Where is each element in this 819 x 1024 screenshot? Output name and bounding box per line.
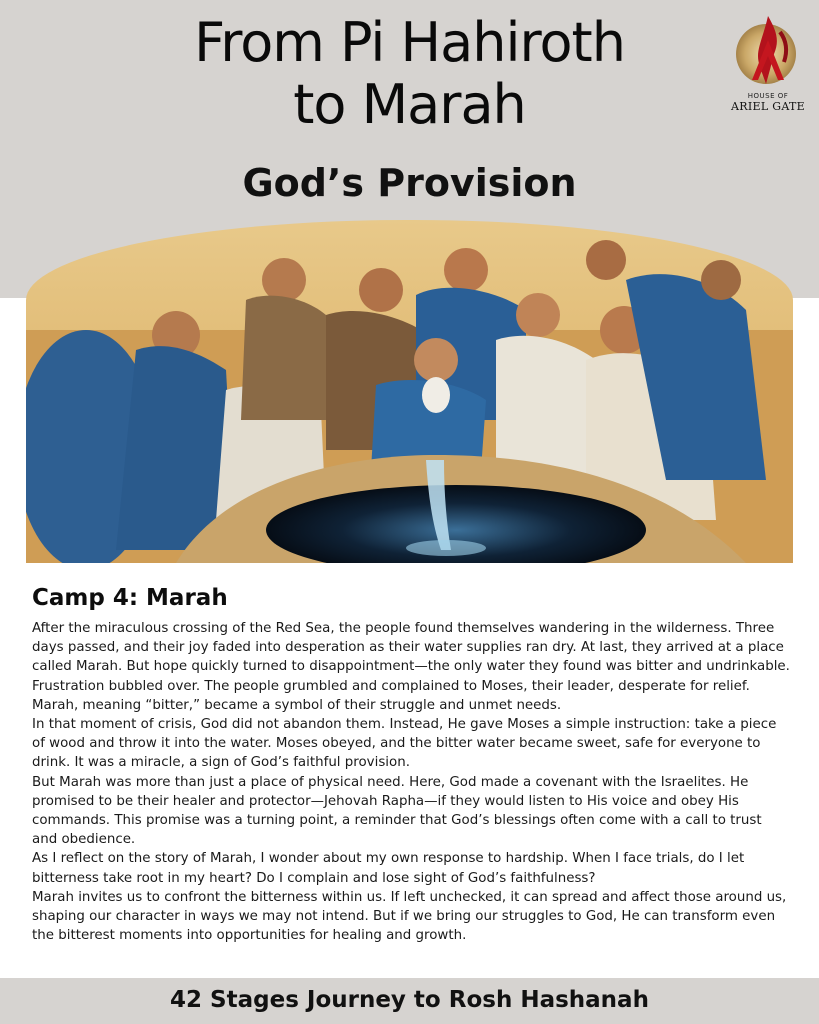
people-at-well-illustration (26, 220, 793, 563)
section-heading: Camp 4: Marah (32, 585, 228, 611)
page-subtitle: God’s Provision (242, 161, 577, 205)
paragraph: Marah invites us to confront the bitterness within us. If left unchecked, it can spread and affect those around us, shaping our character in ways we may not intend. But if we bring our struggles to God, He can transform even the bitterest moments into opportunities for healing and growth. (32, 889, 787, 944)
paragraph: Frustration bubbled over. The people grumbled and complained to Moses, their leader, desperate for relief. Marah, meaning “bitter,” became a symbol of their struggle and unmet needs. (32, 678, 750, 713)
logo-emblem-icon (728, 10, 808, 92)
title-line-1: From Pi Hahiroth (194, 11, 625, 74)
footer-band (0, 978, 819, 1024)
paragraph: But Marah was more than just a place of physical need. Here, God made a covenant with the Israelites. He promised to be their healer and protector—Jehovah Rapha—if they would listen to His voice and obey His commands. This promise was a turning point, a reminder that God’s blessings often come with a call to trust and obedience. (32, 774, 762, 848)
article-body (32, 619, 790, 945)
page-title (0, 12, 819, 136)
paragraph: As I reflect on the story of Marah, I wonder about my own response to hardship. When I face trials, do I let bitterness take root in my heart? Do I complain and lose sight of God’s faithfulness? (32, 851, 745, 886)
paragraph: After the miraculous crossing of the Red Sea, the people found themselves wandering in the wilderness. Three days passed, and their joy faded into desperation as their water supplies ran dry. At last, they arrived at a place called Marah. But hope quickly turned to disappointment—the only water they found was bitter and undrinkable. (32, 621, 790, 675)
logo-text-ariel-gate: ARIEL GATE (731, 100, 805, 113)
house-of-ariel-gate-logo (728, 10, 808, 115)
title-line-2: to Marah (293, 73, 526, 136)
footer-text: 42 Stages Journey to Rosh Hashanah (170, 987, 649, 1013)
paragraph: In that moment of crisis, God did not abandon them. Instead, He gave Moses a simple instruction: take a piece of wood and throw it into the water. Moses obeyed, and the bitter water became sweet, safe for everyone to drink. It was a miracle, a sign of God’s faithful provision. (32, 717, 777, 771)
logo-text-house-of: HOUSE OF (747, 92, 789, 100)
hero-image (26, 220, 793, 563)
